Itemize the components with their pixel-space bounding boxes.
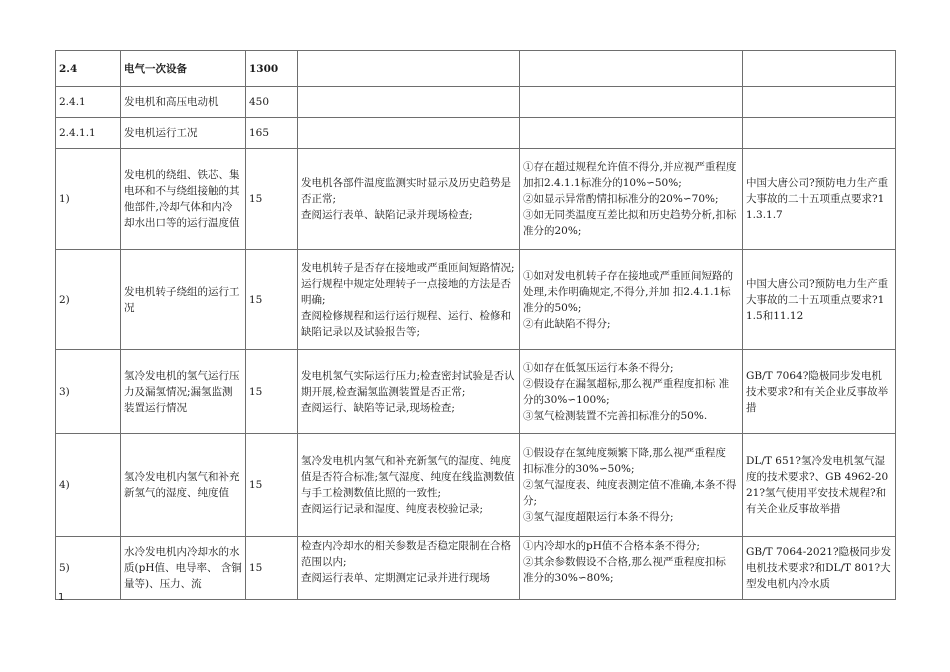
basis-cell — [743, 537, 896, 600]
table-row — [56, 118, 896, 149]
basis-line: GB/T 7064?隐极同步发电机技术要求?和有关企业反事故举措 — [746, 369, 889, 414]
criteria-line: ②假设存在漏氢超标,那么视严重程度扣标 准分的30%∽100%; — [523, 377, 730, 406]
basis-cell — [743, 434, 896, 537]
score-cell: 1300 — [246, 51, 298, 87]
criteria-line: ②其余参数假设不合格,那么视严重程度扣标 准分的30%∽80%; — [523, 556, 726, 584]
item-cell: 发电机转子绕组的运行工况 — [121, 250, 246, 350]
basis-cell — [743, 250, 896, 350]
item-cell: 水冷发电机内冷却水的水质(pH值、电导率、 含铜量等)、压力、流 — [121, 537, 246, 600]
basis-cell — [743, 350, 896, 434]
score-cell: 450 — [246, 87, 298, 118]
basis-line: DL/T 651?氢冷发电机氢气湿度的技术要求?、GB 4962-2021?氢气使用平安技术规程?和有关企业反事故举措 — [746, 455, 889, 515]
row-number-cell: 2.4.1.1 — [56, 118, 121, 149]
criteria-cell — [520, 350, 743, 434]
criteria-line: ③氢气检测装置不完善扣标准分的50%. — [523, 409, 708, 422]
criteria-cell — [520, 434, 743, 537]
content-cell — [298, 149, 520, 250]
criteria-line: ①内冷却水的pH值不合格本条不得分; — [523, 540, 700, 552]
item-cell: 发电机运行工况 — [121, 118, 246, 149]
criteria-cell — [520, 250, 743, 350]
content-line: 发电机氢气实际运行压力;检查密封试验是否认期开展,检查漏氢监测装置是否正常; — [301, 369, 515, 398]
row-number-cell: 3) — [56, 350, 121, 434]
evaluation-table — [55, 50, 896, 600]
criteria-line: ②有此缺陷不得分; — [523, 317, 611, 330]
criteria-line: ②如显示异常酌情扣标准分的20%∽70%; — [523, 193, 719, 205]
table-row — [56, 537, 896, 600]
content-line: 查阅检修规程和运行运行规程、运行、检修和缺陷记录以及试验报告等; — [301, 309, 511, 338]
content-line: 查阅运行表单、缺陷记录并现场检查; — [301, 209, 473, 221]
criteria-line: ②氢气湿度表、纯度表测定值不准确,本条不得分; — [523, 479, 737, 507]
row-number-cell: 2.4 — [56, 51, 121, 87]
content-line: 发电机转子是否存在接地或严重匝间短路情况;运行规程中规定处理转子一点接地的方法是否明确; — [301, 261, 515, 306]
content-cell — [298, 434, 520, 537]
row-number-cell: 2) — [56, 250, 121, 350]
basis-line: GB/T 7064-2021?隐极同步发电机技术要求?和DL/T 801?大型发电机内冷水质 — [746, 546, 892, 590]
content-cell — [298, 537, 520, 600]
item-cell: 发电机的绕组、铁芯、集电环和不与绕组接触的其他部件,冷却气体和内冷却水出口等的运行温度值 — [121, 149, 246, 250]
content-cell — [298, 87, 520, 118]
criteria-cell — [520, 51, 743, 87]
item-cell: 发电机和高压电动机 — [121, 87, 246, 118]
content-cell — [298, 51, 520, 87]
content-cell — [298, 350, 520, 434]
basis-line: 中国大唐公司?预防电力生产重大事故的二十五项重点要求?11.3.1.7 — [746, 177, 889, 221]
content-line: 查阅运行记录和湿度、纯度表校验记录; — [301, 503, 484, 515]
content-line: 检查内冷却水的相关参数是否稳定限制在合格范围以内; — [301, 540, 511, 568]
item-cell: 电气一次设备 — [121, 51, 246, 87]
item-cell: 氢冷发电机内氢气和补充新氢气的湿度、纯度值 — [121, 434, 246, 537]
criteria-line: ①存在超过规程允许值不得分,并应视严重程度加扣2.4.1.1标准分的10%∽50%; — [523, 161, 737, 189]
row-number-cell: 1) — [56, 149, 121, 250]
table-row — [56, 87, 896, 118]
table-row — [56, 149, 896, 250]
criteria-cell — [520, 118, 743, 149]
table-row — [56, 250, 896, 350]
content-line: 查阅运行、缺陷等记录,现场检查; — [301, 401, 455, 414]
criteria-cell — [520, 537, 743, 600]
basis-cell — [743, 118, 896, 149]
page-number: 1 — [58, 592, 65, 603]
criteria-line: ①如对发电机转子存在接地或严重匝间短路的处理,未作明确规定,不得分,并加 扣2.4.1.1标准分的50%; — [523, 269, 733, 314]
content-line: 氢冷发电机内氢气和补充新氢气的湿度、纯度值是否符合标准;氢气湿度、纯度在线监测数值与手工检测数值比照的一致性; — [301, 455, 515, 499]
criteria-line: ③如无同类温度互差比拟和历史趋势分析,扣标准分的20%; — [523, 209, 737, 237]
criteria-line: ③氢气湿度超限运行本条不得分; — [523, 511, 674, 523]
score-cell: 15 — [246, 350, 298, 434]
content-cell — [298, 118, 520, 149]
score-cell: 15 — [246, 250, 298, 350]
row-number-cell: 4) — [56, 434, 121, 537]
criteria-cell — [520, 149, 743, 250]
content-cell — [298, 250, 520, 350]
score-cell: 15 — [246, 434, 298, 537]
item-cell: 氢冷发电机的氢气运行压力及漏氢情况;漏氢监测装置运行情况 — [121, 350, 246, 434]
criteria-cell — [520, 87, 743, 118]
score-cell: 15 — [246, 149, 298, 250]
table-row — [56, 51, 896, 87]
basis-cell — [743, 87, 896, 118]
score-cell: 15 — [246, 537, 298, 600]
content-line: 查阅运行表单、定期测定记录并进行现场 — [301, 572, 490, 584]
row-number-cell: 2.4.1 — [56, 87, 121, 118]
basis-line: 中国大唐公司?预防电力生产重大事故的二十五项重点要求?11.5和11.12 — [746, 277, 889, 322]
table-row — [56, 434, 896, 537]
row-number-cell: 5) — [56, 537, 121, 600]
content-line: 发电机各部件温度监测实时显示及历史趋势是否正常; — [301, 177, 511, 205]
criteria-line: ①如存在低氢压运行本条不得分; — [523, 361, 674, 374]
basis-cell — [743, 51, 896, 87]
score-cell: 165 — [246, 118, 298, 149]
criteria-line: ①假设存在氢纯度频繁下降,那么视严重程度 扣标准分的30%∽50%; — [523, 447, 726, 475]
table-row — [56, 350, 896, 434]
basis-cell — [743, 149, 896, 250]
